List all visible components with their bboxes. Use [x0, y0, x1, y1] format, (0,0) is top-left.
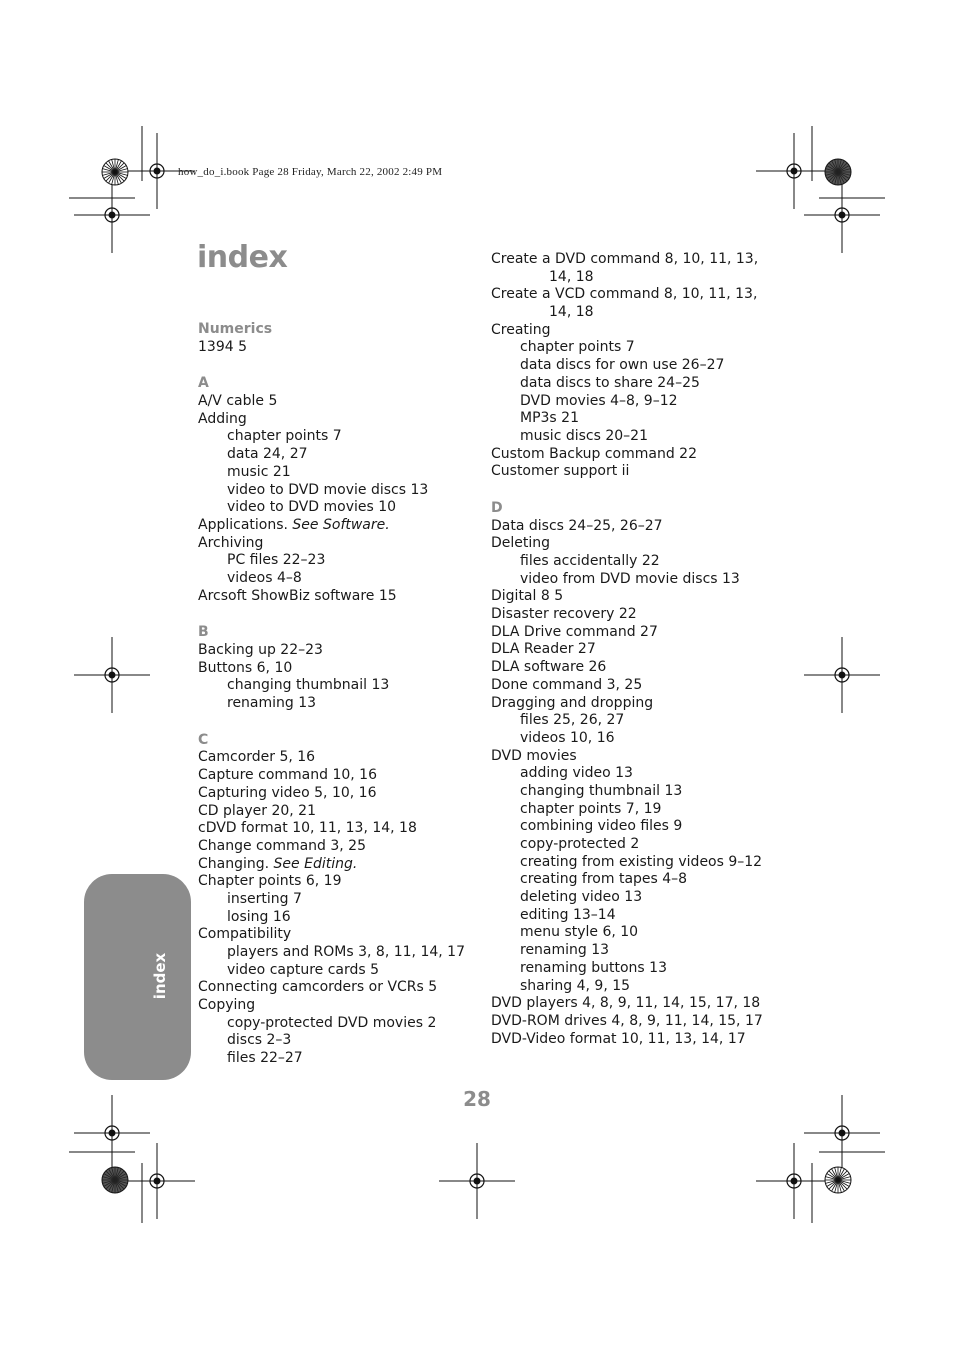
entry-text: DVD-ROM drives 4, 8, 9, 11, 14, 15, 17 [491, 1012, 763, 1029]
entry-text: Create a DVD command 8, 10, 11, 13, [491, 251, 759, 267]
index-entry [491, 535, 781, 553]
entry-text: data discs for own use 26–27 [520, 357, 725, 374]
index-subentry [491, 924, 781, 942]
registration-crosshair-icon [756, 1143, 832, 1219]
index-subentry [198, 552, 488, 570]
entry-text: files 25, 26, 27 [520, 712, 625, 729]
entry-text: music 21 [227, 463, 291, 480]
section-heading: D [491, 499, 503, 516]
index-entry [491, 1013, 781, 1031]
entry-text: data discs to share 24–25 [520, 374, 700, 391]
index-subentry [491, 553, 781, 571]
entry-text: A/V cable 5 [198, 393, 278, 410]
index-subentry [491, 571, 781, 589]
entry-text: Buttons 6, 10 [198, 659, 293, 676]
entry-text: Digital 8 5 [491, 588, 564, 605]
entry-text: Custom Backup command 22 [491, 445, 697, 462]
section-gap [198, 356, 488, 375]
entry-text: deleting video 13 [520, 889, 643, 906]
entry-text: Chapter points 6, 19 [198, 873, 342, 890]
entry-text: chapter points 7 [227, 428, 342, 445]
index-entry [198, 856, 488, 874]
registration-crosshair-icon [74, 1095, 150, 1171]
index-subentry [491, 730, 781, 748]
index-entry [198, 873, 488, 891]
entry-text: video from DVD movie discs 13 [520, 570, 740, 587]
entry-text: 14, 18 [549, 304, 594, 321]
index-subentry [491, 801, 781, 819]
side-tab [84, 874, 191, 1080]
section-gap [198, 605, 488, 624]
index-entry [491, 606, 781, 624]
entry-text: DVD players 4, 8, 9, 11, 14, 15, 17, 18 [491, 995, 761, 1012]
index-entry [491, 659, 781, 677]
index-subentry [198, 1050, 488, 1068]
index-subentry [491, 907, 781, 925]
entry-text: Dragging and dropping [491, 694, 654, 711]
index-entry [198, 749, 488, 767]
index-subentry [198, 1015, 488, 1033]
section-heading: B [198, 624, 209, 641]
index-entry [491, 518, 781, 536]
entry-text: combining video files 9 [520, 818, 683, 835]
entry-text: 1394 5 [198, 338, 247, 355]
index-subentry [491, 836, 781, 854]
entry-text: Connecting camcorders or VCRs 5 [198, 979, 438, 996]
registration-crosshair-icon [804, 637, 880, 713]
index-subentry [198, 464, 488, 482]
index-entry [491, 995, 781, 1013]
index-subentry [198, 677, 488, 695]
entry-text: sharing 4, 9, 15 [520, 977, 631, 994]
entry-text: video capture cards 5 [227, 961, 380, 978]
entry-text: music discs 20–21 [520, 427, 648, 444]
section-heading: Numerics [198, 321, 273, 337]
index-column-right [491, 251, 781, 1048]
cross-reference: See Software. [292, 516, 390, 533]
index-subentry [198, 962, 488, 980]
entry-text: chapter points 7, 19 [520, 800, 662, 817]
index-subentry [198, 570, 488, 588]
index-subentry [491, 871, 781, 889]
entry-text: creating from existing videos 9–12 [520, 853, 763, 870]
index-subentry [491, 960, 781, 978]
index-subentry [491, 942, 781, 960]
entry-text: menu style 6, 10 [520, 924, 639, 941]
index-entry [198, 517, 488, 535]
registration-crosshair-icon [439, 1143, 515, 1219]
entry-text: video to DVD movies 10 [227, 499, 397, 516]
cross-reference: See Editing. [273, 855, 358, 872]
index-entry [198, 997, 488, 1015]
entry-text: Compatibility [198, 926, 292, 943]
entry-text: DVD-Video format 10, 11, 13, 14, 17 [491, 1030, 746, 1047]
color-target-icon [102, 159, 128, 185]
index-subentry [491, 339, 781, 357]
index-entry-continuation [491, 269, 781, 287]
index-subentry [491, 428, 781, 446]
index-entry [491, 588, 781, 606]
section-gap [198, 713, 488, 732]
index-entry [491, 322, 781, 340]
entry-text: DVD movies 4–8, 9–12 [520, 392, 678, 409]
page-number: 28 [463, 1087, 491, 1111]
entry-text: DLA Reader 27 [491, 641, 596, 658]
page-title: index [197, 240, 288, 275]
entry-text: Change command 3, 25 [198, 837, 366, 854]
entry-text: DLA Drive command 27 [491, 623, 658, 640]
entry-text: Backing up 22–23 [198, 642, 323, 658]
file-header: how_do_i.book Page 28 Friday, March 22, 2002 2:49 PM [178, 166, 443, 178]
index-subentry [198, 695, 488, 713]
entry-text: players and ROMs 3, 8, 11, 14, 17 [227, 944, 465, 960]
index-entry [198, 642, 488, 660]
entry-text: chapter points 7 [520, 339, 635, 356]
section-gap [491, 481, 781, 500]
entry-text: video to DVD movie discs 13 [227, 481, 429, 498]
entry-text: Capture command 10, 16 [198, 767, 377, 784]
entry-text: Create a VCD command 8, 10, 11, 13, [491, 286, 758, 303]
entry-text: Done command 3, 25 [491, 676, 643, 693]
entry-text: Deleting [491, 535, 551, 552]
index-entry [491, 695, 781, 713]
color-target-icon [825, 159, 851, 185]
entry-text: files accidentally 22 [520, 553, 660, 569]
index-subentry [198, 891, 488, 909]
entry-text: changing thumbnail 13 [227, 677, 390, 694]
color-target-icon [825, 1167, 851, 1193]
entry-text: renaming 13 [520, 942, 610, 959]
entry-text: videos 4–8 [227, 569, 302, 586]
entry-text: DLA software 26 [491, 659, 607, 676]
index-entry [198, 660, 488, 678]
entry-text: editing 13–14 [520, 906, 616, 923]
entry-text: creating from tapes 4–8 [520, 871, 688, 888]
entry-text: Capturing video 5, 10, 16 [198, 784, 377, 801]
index-subentry [491, 712, 781, 730]
entry-text: losing 16 [227, 908, 291, 925]
index-subentry [491, 978, 781, 996]
entry-text: adding video 13 [520, 765, 633, 782]
entry-text: MP3s 21 [520, 410, 579, 427]
index-subentry [491, 375, 781, 393]
index-entry [491, 1031, 781, 1049]
index-entry [198, 838, 488, 856]
entry-text: Creating [491, 321, 551, 338]
index-subentry [198, 482, 488, 500]
index-subentry [198, 909, 488, 927]
index-entry [198, 535, 488, 553]
index-column-left [198, 321, 488, 1068]
color-target-icon [102, 1167, 128, 1193]
index-entry [198, 979, 488, 997]
entry-text: Changing. [198, 855, 274, 872]
entry-text: discs 2–3 [227, 1032, 292, 1049]
registration-crosshair-icon [74, 177, 150, 253]
index-entry [491, 677, 781, 695]
index-entry [491, 641, 781, 659]
index-subentry [198, 446, 488, 464]
index-subentry [491, 357, 781, 375]
index-entry [198, 588, 488, 606]
entry-text: renaming 13 [227, 695, 317, 712]
index-entry [491, 446, 781, 464]
entry-text: Arcsoft ShowBiz software 15 [198, 587, 397, 604]
index-entry [198, 339, 488, 357]
index-subentry [198, 944, 488, 962]
index-entry [198, 411, 488, 429]
entry-text: data 24, 27 [227, 446, 308, 463]
index-entry [198, 926, 488, 944]
index-entry [491, 251, 781, 269]
entry-text: PC files 22–23 [227, 552, 326, 569]
entry-text: Applications. [198, 516, 293, 533]
entry-text: files 22–27 [227, 1050, 303, 1067]
index-subentry [198, 428, 488, 446]
section-heading: C [198, 731, 209, 748]
entry-text: DVD movies [491, 747, 577, 764]
entry-text: Disaster recovery 22 [491, 606, 637, 623]
entry-text: copy-protected 2 [520, 836, 640, 852]
entry-text: copy-protected DVD movies 2 [227, 1014, 437, 1031]
index-subentry [198, 1032, 488, 1050]
index-entry [491, 624, 781, 642]
entry-text: Archiving [198, 534, 264, 551]
index-entry [491, 286, 781, 304]
registration-crosshair-icon [804, 177, 880, 253]
entry-text: Data discs 24–25, 26–27 [491, 517, 663, 534]
entry-text: changing thumbnail 13 [520, 782, 683, 799]
index-entry [198, 820, 488, 838]
index-entry [198, 767, 488, 785]
registration-crosshair-icon [119, 1143, 195, 1219]
index-subentry [491, 783, 781, 801]
index-entry-continuation [491, 304, 781, 322]
index-subentry [491, 393, 781, 411]
entry-text: Adding [198, 410, 247, 427]
registration-crosshair-icon [74, 637, 150, 713]
entry-text: 14, 18 [549, 268, 594, 285]
entry-text: inserting 7 [227, 890, 302, 907]
section-heading: A [198, 375, 209, 392]
index-subentry [491, 818, 781, 836]
index-subentry [491, 410, 781, 428]
registration-crosshair-icon [804, 1095, 880, 1171]
entry-text: videos 10, 16 [520, 729, 615, 746]
index-entry [198, 785, 488, 803]
entry-text: renaming buttons 13 [520, 959, 667, 976]
index-subentry [491, 854, 781, 872]
index-entry [491, 463, 781, 481]
index-subentry [491, 889, 781, 907]
index-entry [198, 803, 488, 821]
side-tab-label: index [151, 952, 169, 1000]
entry-text: Copying [198, 997, 256, 1014]
index-entry [491, 748, 781, 766]
index-subentry [198, 499, 488, 517]
entry-text: CD player 20, 21 [198, 802, 316, 819]
entry-text: Camcorder 5, 16 [198, 749, 316, 766]
index-entry [198, 393, 488, 411]
index-subentry [491, 765, 781, 783]
entry-text: cDVD format 10, 11, 13, 14, 18 [198, 820, 417, 837]
entry-text: Customer support ii [491, 463, 630, 480]
